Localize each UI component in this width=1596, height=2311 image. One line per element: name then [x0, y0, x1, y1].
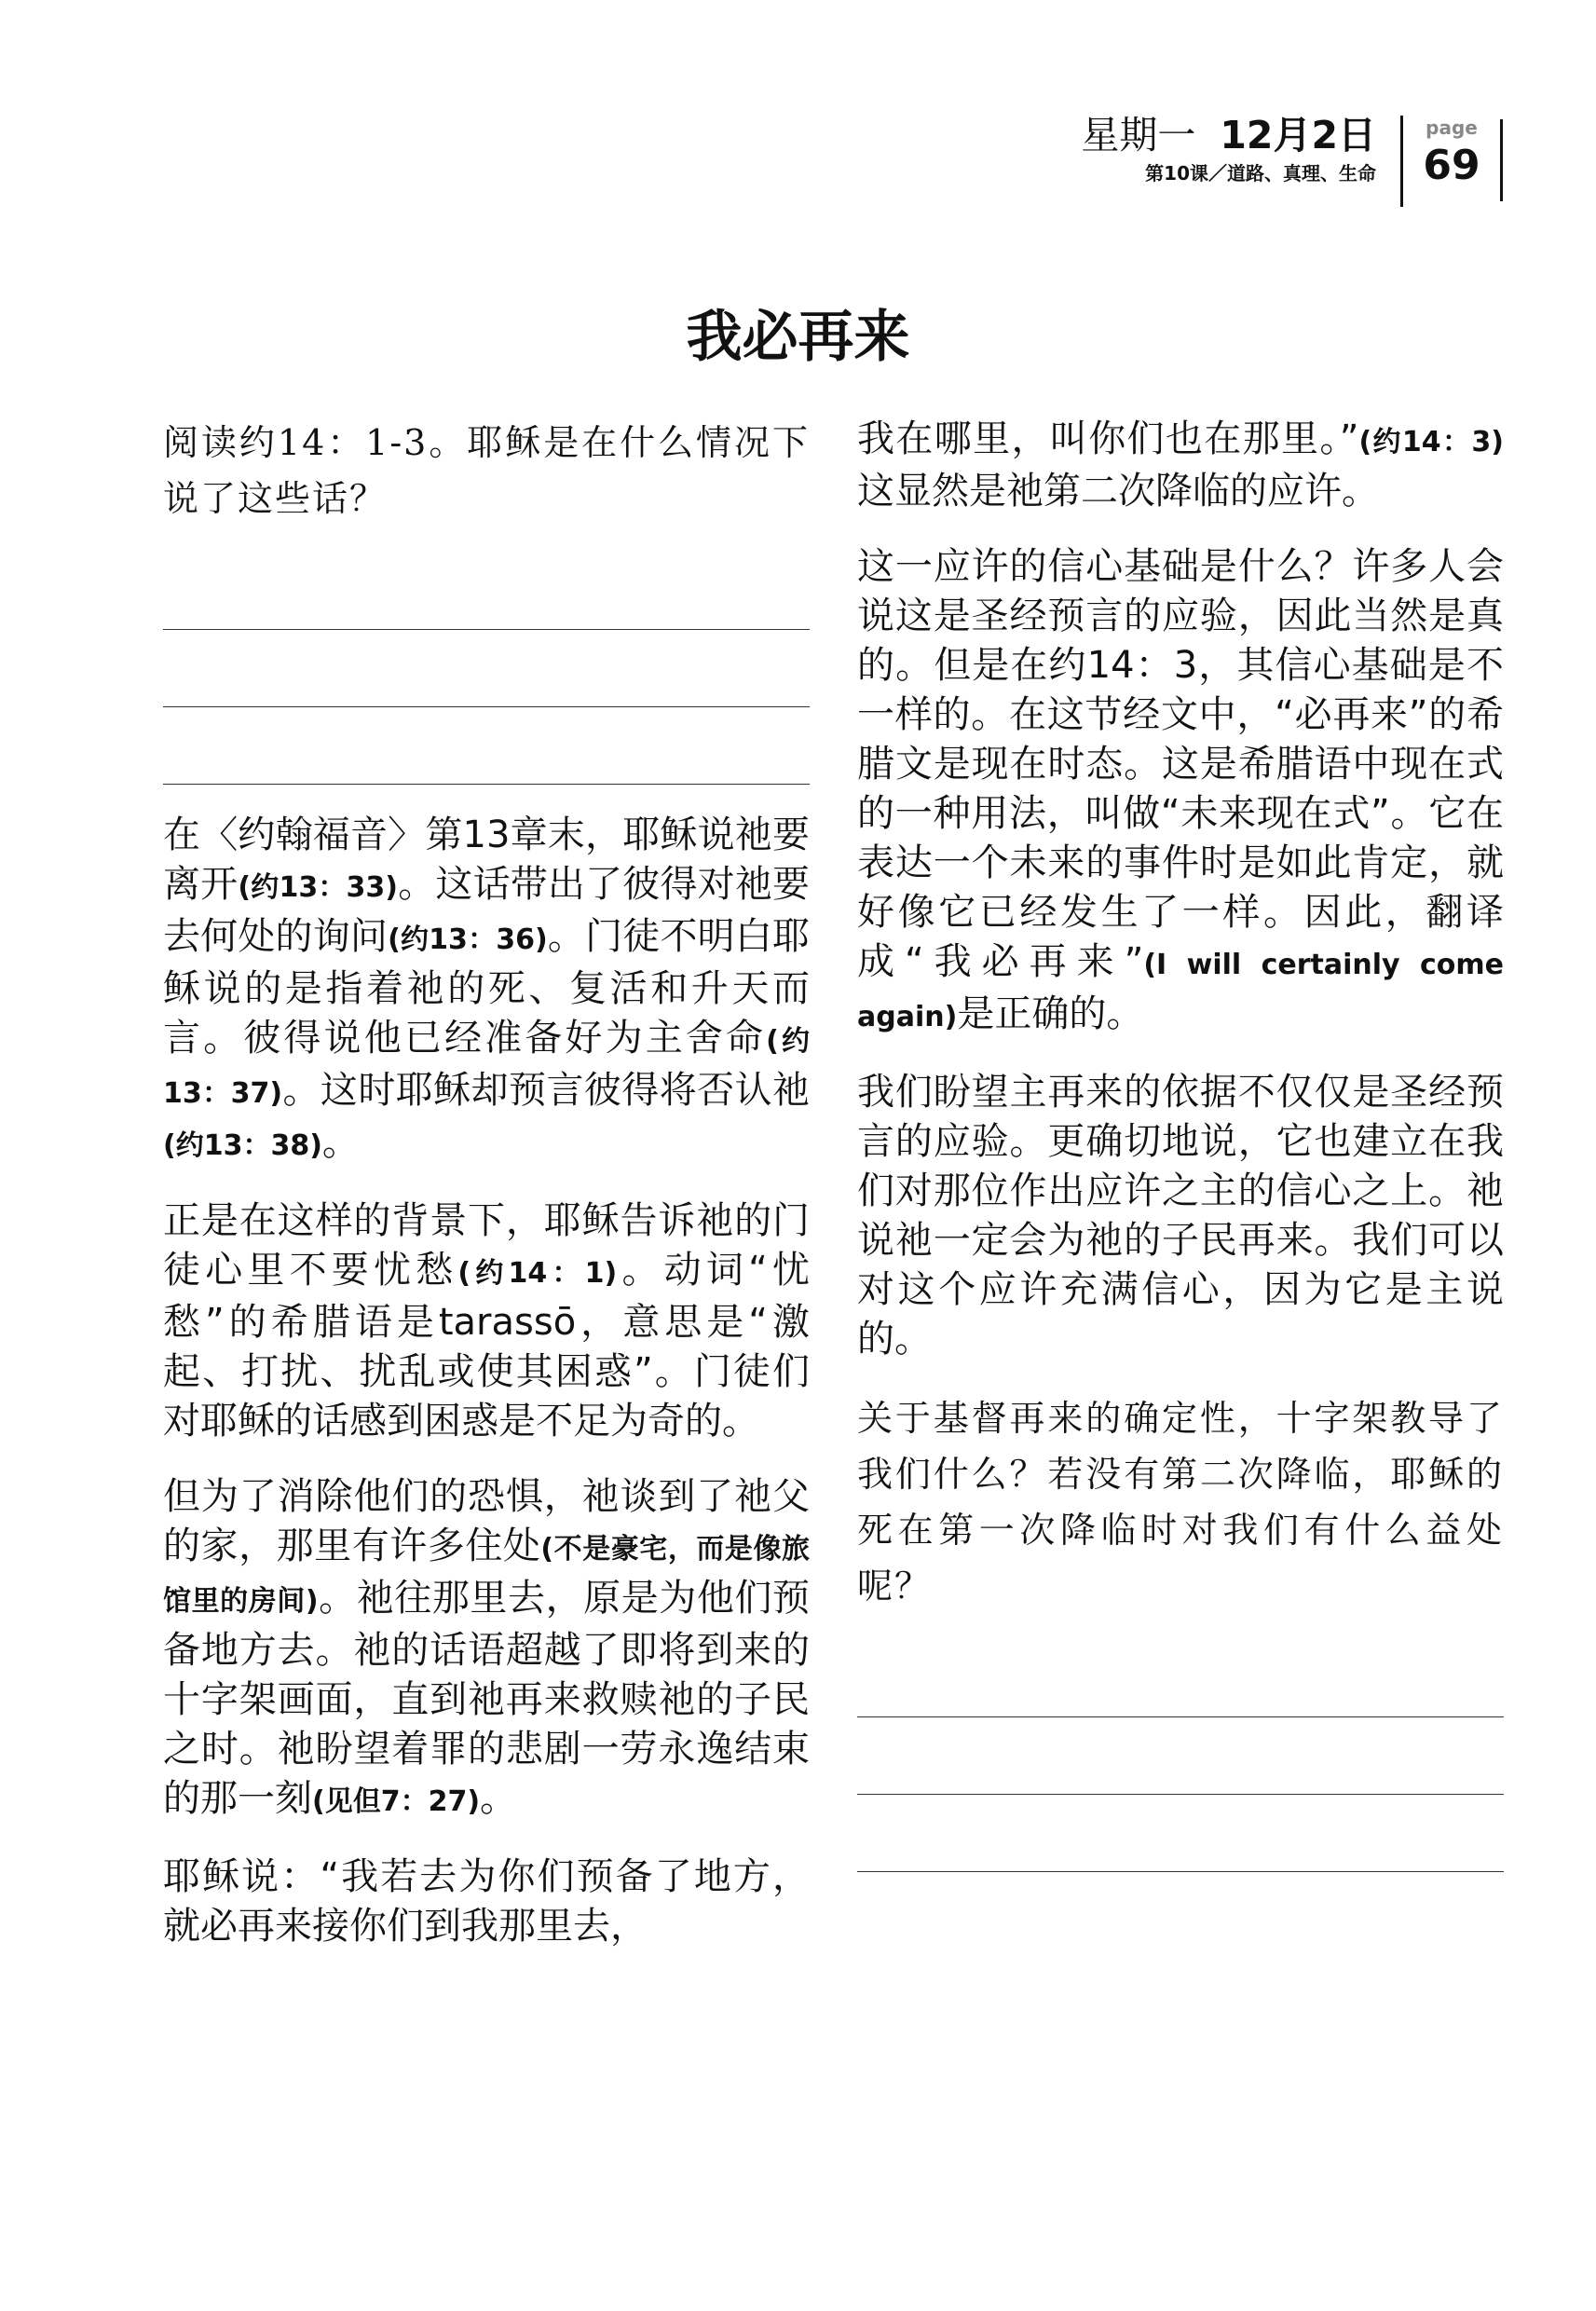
paragraph-text: 这显然是祂第二次降临的应许。: [857, 470, 1379, 513]
answer-line[interactable]: [857, 1717, 1504, 1795]
paragraph: [163, 1197, 810, 1446]
page-number-block: [1403, 110, 1500, 190]
paragraph: [857, 542, 1504, 1042]
paragraph-text: 我在哪里，叫你们也在那里。”: [857, 417, 1359, 460]
paragraph-text: 。这话带出了彼得对祂要去何处的询问: [163, 863, 811, 958]
paragraph-text: 在〈约翰福音〉第13章末，耶稣说祂要离开: [163, 814, 810, 906]
paragraph-text: 这一应许的信心基础是什么？许多人会说这是圣经预言的应验，因此当然是真的。但是在约14：3，其信心基础是不一样的。在这节经文中，“必再来”的希腊文是现在时态。这是希腊语中现在式的一种用法，叫做“未来现在式”。它在表达一个未来的事件时是如此肯定，就好像它已经发生了一样。因此，翻译成“我必再来”: [857, 545, 1504, 983]
scripture-reference: (约13：36): [388, 923, 548, 956]
scripture-reference: (约14：1): [457, 1257, 618, 1290]
header-date-line: [1081, 110, 1376, 160]
scripture-reference: (约13：37): [163, 1025, 810, 1110]
header-text: [1081, 110, 1400, 186]
paragraph-text: 。: [321, 1121, 360, 1164]
paragraph: [163, 811, 810, 1170]
page-title: 我必再来: [686, 305, 910, 370]
paragraph: [163, 1472, 810, 1826]
scripture-reference: (约14：3): [1358, 426, 1504, 458]
answer-line[interactable]: [163, 630, 810, 707]
page-number: 69: [1423, 142, 1480, 189]
scripture-reference: (见但7：27): [312, 1785, 481, 1818]
header-day: 星期一: [1081, 113, 1196, 157]
paragraph-text: 。祂往那里去，原是为他们预备地方去。祂的话语超越了即将到来的十字架画面，直到祂再来救赎祂的子民之时。祂盼望着罪的悲剧一劳永逸结束的那一刻: [163, 1577, 811, 1820]
parenthetical-note: (不是豪宅，而是像旅馆里的房间): [163, 1533, 811, 1618]
answer-line[interactable]: [857, 1640, 1504, 1717]
paragraph-text: 是正确的。: [957, 992, 1144, 1035]
paragraph-text: 。这时耶稣却预言彼得将否认祂: [282, 1069, 810, 1112]
paragraph-text: 。: [480, 1777, 518, 1820]
answer-lines[interactable]: [163, 553, 810, 785]
answer-line[interactable]: [163, 553, 810, 630]
paragraph-text: 正是在这样的背景下，耶稣告诉祂的门徒心里不要忧愁: [163, 1199, 810, 1292]
study-question: 关于基督再来的确定性，十字架教导了我们什么？若没有第二次降临，耶稣的死在第一次降临时对我们有什么益处呢？: [857, 1398, 1504, 1607]
paragraph-text: 但为了消除他们的恐惧，祂谈到了祂父的家，那里有许多住处: [163, 1475, 810, 1567]
left-column: [163, 415, 810, 1977]
header-date: 12月2日: [1220, 113, 1376, 157]
answer-lines[interactable]: [857, 1640, 1504, 1872]
paragraph-text: 。动词“忧愁”的希腊语是tarassō，意思是“激起、打扰、扰乱或使其困惑”。门徒们对耶稣的话感到困惑是不足为奇的。: [163, 1249, 811, 1443]
study-question: 阅读约14：1-3。耶稣是在什么情况下说了这些话？: [163, 422, 810, 519]
page-header: [1081, 110, 1503, 203]
paragraph: [857, 415, 1504, 516]
paragraph-text: 。门徒不明白耶稣说的是指着祂的死、复活和升天而言。彼得说他已经准备好为主舍命: [163, 915, 811, 1060]
right-column: [857, 415, 1504, 1898]
paragraph: 耶稣说：“我若去为你们预备了地方，就必再来接你们到我那里去，: [163, 1855, 810, 1948]
answer-line[interactable]: [857, 1795, 1504, 1872]
paragraph: 我们盼望主再来的依据不仅仅是圣经预言的应验。更确切地说，它也建立在我们对那位作出应许之主的信心之上。祂说祂一定会为祂的子民再来。我们可以对这个应许充满信心，因为它是主说的。: [857, 1071, 1504, 1361]
answer-line[interactable]: [163, 707, 810, 785]
page-label: page: [1425, 116, 1478, 139]
scripture-reference: (约13：33): [238, 871, 399, 904]
scripture-reference: (约13：38): [163, 1129, 322, 1162]
header-lesson: 第10课／道路、真理、生命: [1145, 162, 1376, 185]
translation-note: (I will certainly come again): [857, 949, 1504, 1033]
header-right-rule: [1500, 119, 1503, 201]
